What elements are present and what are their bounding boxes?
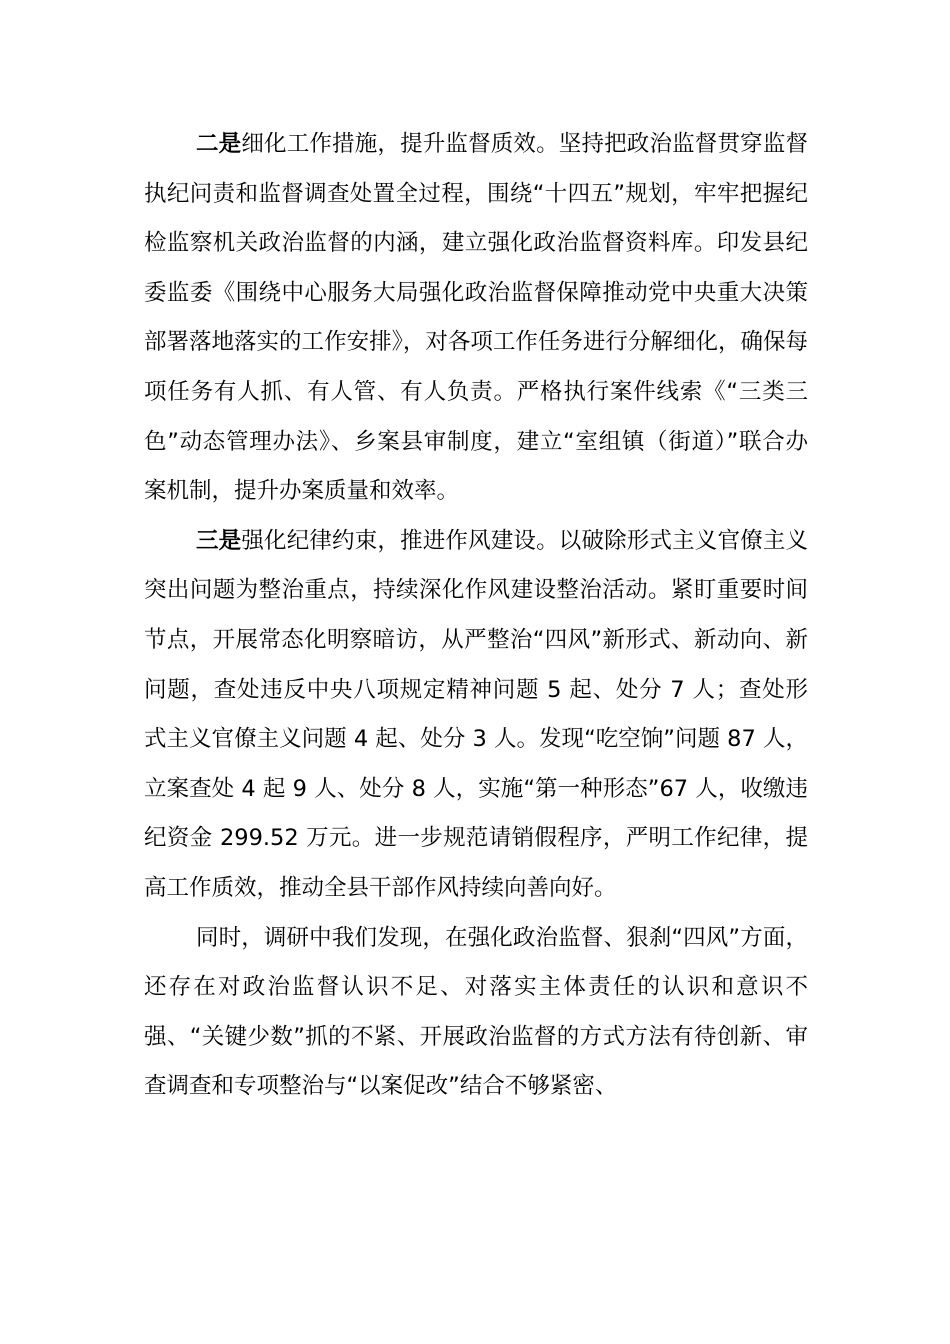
document-body xyxy=(144,120,808,1112)
paragraph-text: 同时，调研中我们发现，在强化政治监督、狠刹“四风”方面，还存在对政治监督认识不足、对落实主体责任的认识和意识不强、“关键少数”抓的不紧、开展政治监督的方式方法有待创新、审查调查和专项整治与“以案促改”结合不够紧密、 xyxy=(144,924,808,1100)
paragraph-lead: 三是 xyxy=(196,527,242,554)
paragraph-findings xyxy=(144,914,808,1112)
paragraph-text: 强化纪律约束，推进作风建设。以破除形式主义官僚主义突出问题为整治重点，持续深化作风建设整治活动。紧盯重要时间节点，开展常态化明察暗访，从严整治“四风”新形式、新动向、新问题，查处违反中央八项规定精神问题 5 起、处分 7 人；查处形式主义官僚主义问题 4 起、处分 3 人。发现“吃空饷”问题 87 人，立案查处 4 起 9 人、处分 8 人，实施“第一种形态”67 人，收缴违纪资金 299.52 万元。进一步规范请销假程序，严明工作纪律，提高工作质效，推动全县干部作风持续向善向好。 xyxy=(144,527,808,901)
paragraph-discipline xyxy=(144,517,808,914)
paragraph-text: 细化工作措施，提升监督质效。坚持把政治监督贯穿监督执纪问责和监督调查处置全过程，围绕“十四五”规划，牢牢把握纪检监察机关政治监督的内涵，建立强化政治监督资料库。印发县纪委监委《围绕中心服务大局强化政治监督保障推动党中央重大决策部署落地落实的工作安排》，对各项工作任务进行分解细化，确保每项任务有人抓、有人管、有人负责。严格执行案件线索《“三类三色”动态管理办法》、乡案县审制度，建立“室组镇（街道）”联合办案机制，提升办案质量和效率。 xyxy=(144,131,808,505)
paragraph-measures xyxy=(144,120,808,517)
paragraph-lead: 二是 xyxy=(196,131,242,157)
